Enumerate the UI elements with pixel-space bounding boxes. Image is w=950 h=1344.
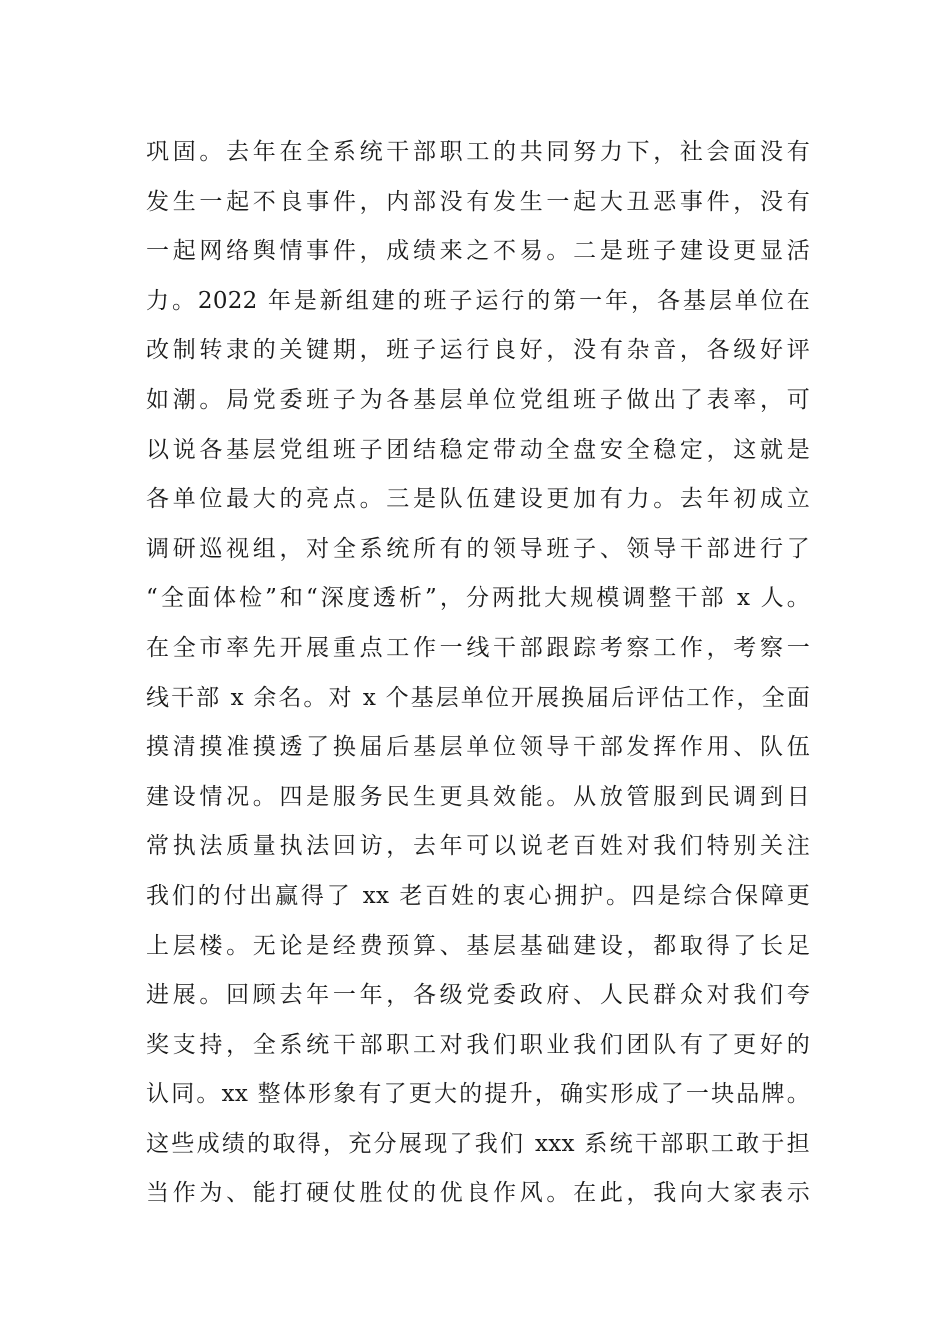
text-line: 这些成绩的取得，充分展现了我们 xxx 系统干部职工敢于担 [146, 1130, 810, 1157]
text-line: 各单位最大的亮点。三是队伍建设更加有力。去年初成立 [146, 486, 810, 513]
text-line: 力。2022 年是新组建的班子运行的第一年，各基层单位在 [146, 287, 810, 314]
text-line: 建设情况。四是服务民生更具效能。从放管服到民调到日 [146, 783, 810, 810]
text-line: 常执法质量执法回访，去年可以说老百姓对我们特别关注 [146, 833, 810, 860]
text-line: 当作为、能打硬仗胜仗的优良作风。在此，我向大家表示 [146, 1180, 810, 1207]
text-line: 进展。回顾去年一年，各级党委政府、人民群众对我们夸 [146, 982, 810, 1009]
text-line: 线干部 x 余名。对 x 个基层单位开展换届后评估工作，全面 [146, 684, 810, 711]
text-line: 调研巡视组，对全系统所有的领导班子、领导干部进行了 [146, 535, 810, 562]
text-line: 上层楼。无论是经费预算、基层基础建设，都取得了长足 [146, 932, 810, 959]
text-line: 摸清摸准摸透了换届后基层单位领导干部发挥作用、队伍 [146, 734, 810, 761]
text-line: 改制转隶的关键期，班子运行良好，没有杂音，各级好评 [146, 337, 810, 364]
text-line: 发生一起不良事件，内部没有发生一起大丑恶事件，没有 [146, 188, 810, 215]
text-line: 认同。xx 整体形象有了更大的提升，确实形成了一块品牌。 [146, 1081, 810, 1108]
text-line: 在全市率先开展重点工作一线干部跟踪考察工作，考察一 [146, 634, 810, 661]
body-paragraph [146, 128, 810, 1219]
text-line: 奖支持，全系统干部职工对我们职业我们团队有了更好的 [146, 1031, 810, 1058]
text-line: 一起网络舆情事件，成绩来之不易。二是班子建设更显活 [146, 238, 810, 265]
text-line: 我们的付出赢得了 xx 老百姓的衷心拥护。四是综合保障更 [146, 882, 810, 909]
text-line: “全面体检”和“深度透析”，分两批大规模调整干部 x 人。 [146, 585, 810, 612]
text-line: 如潮。局党委班子为各基层单位党组班子做出了表率，可 [146, 386, 810, 413]
text-line: 巩固。去年在全系统干部职工的共同努力下，社会面没有 [146, 139, 810, 165]
text-line: 以说各基层党组班子团结稳定带动全盘安全稳定，这就是 [146, 436, 810, 463]
